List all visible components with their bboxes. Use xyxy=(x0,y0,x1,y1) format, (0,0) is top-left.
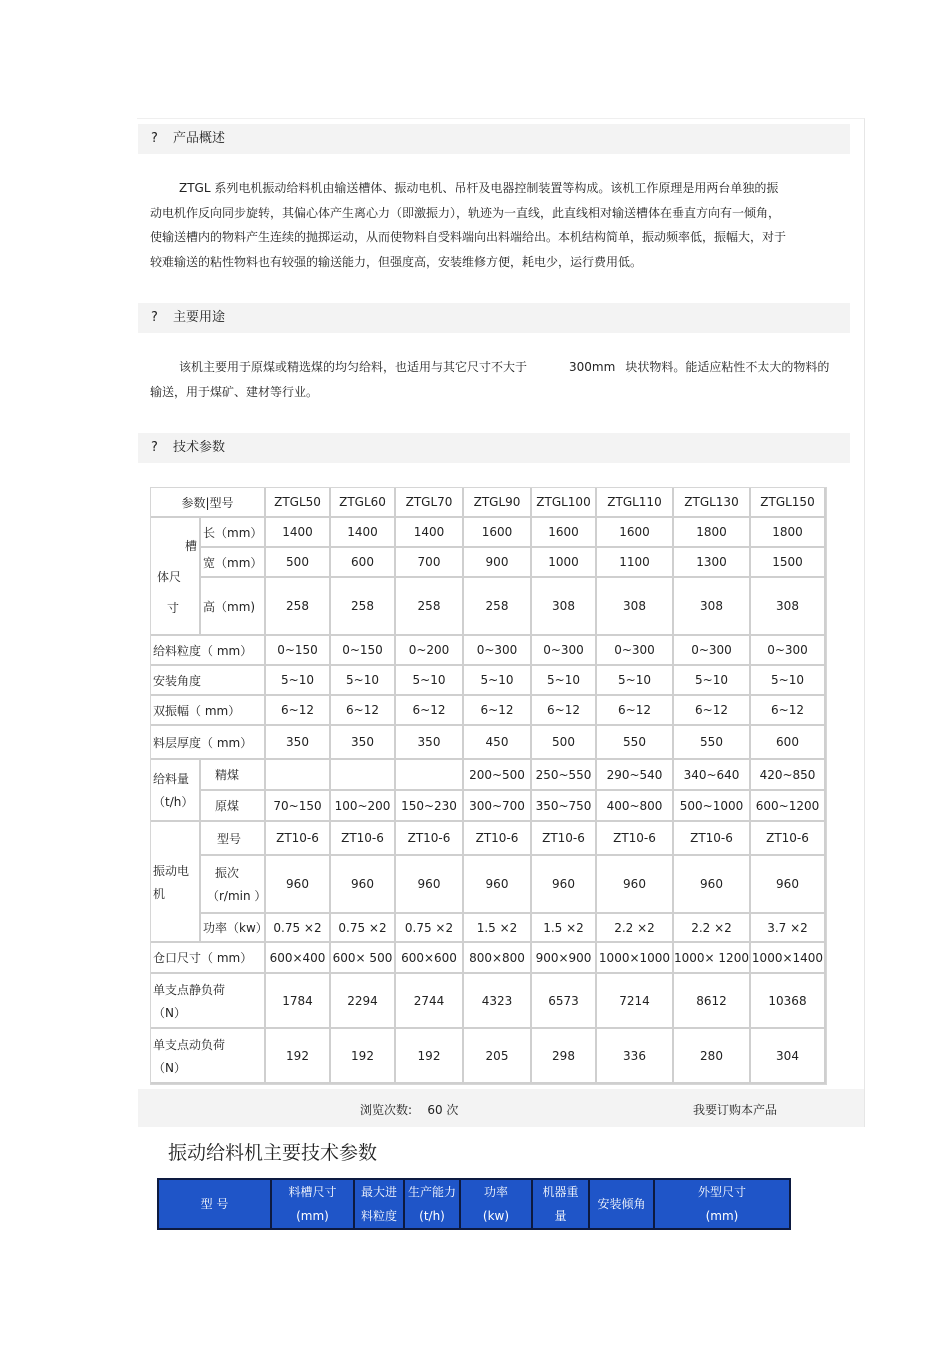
table-cell: 900 xyxy=(464,548,532,578)
header-text: (mm) xyxy=(296,1209,329,1223)
table-cell: ZT10-6 xyxy=(532,822,597,856)
table-cell: 0~150 xyxy=(266,636,331,666)
model-cell: ZTGL90 xyxy=(464,488,532,518)
table-row xyxy=(151,518,826,548)
feed-group-label xyxy=(151,760,201,822)
table-cell: 6~12 xyxy=(751,696,826,726)
table-cell: 336 xyxy=(597,1029,674,1084)
table-cell: 0~200 xyxy=(396,636,464,666)
row-label xyxy=(151,974,266,1029)
table-cell: 350 xyxy=(331,726,396,760)
table-cell: 5~10 xyxy=(464,666,532,696)
table-row xyxy=(151,666,826,696)
label-text: 体尺 xyxy=(157,569,182,584)
table-row xyxy=(151,914,826,943)
table-cell: 5~10 xyxy=(396,666,464,696)
section-heading: 振动给料机主要技术参数 xyxy=(168,1142,378,1164)
table-cell: 250~550 xyxy=(532,760,597,791)
row-label: 长（mm） xyxy=(201,518,266,548)
table-cell: ZT10-6 xyxy=(597,822,674,856)
row-label: 仓口尺寸（ mm） xyxy=(151,943,266,974)
row-label: 功率（kw） xyxy=(201,914,266,943)
bullet-icon: ? xyxy=(151,131,158,146)
table-cell: ZT10-6 xyxy=(751,822,826,856)
label-text: （t/h） xyxy=(153,795,194,809)
row-label: 给料粒度（ mm） xyxy=(151,636,266,666)
header-text: 料槽尺寸 xyxy=(288,1185,337,1199)
table-row xyxy=(151,760,826,791)
header-cell xyxy=(354,1179,404,1229)
model-cell: ZTGL70 xyxy=(396,488,464,518)
table-cell: 1400 xyxy=(331,518,396,548)
table-cell: 0.75 ×2 xyxy=(331,914,396,943)
table-cell: 960 xyxy=(396,856,464,914)
trough-group-label xyxy=(151,518,201,636)
table-cell: 550 xyxy=(597,726,674,760)
table-cell: 960 xyxy=(464,856,532,914)
table-cell: 4323 xyxy=(464,974,532,1029)
table-cell: 550 xyxy=(674,726,751,760)
params-table xyxy=(157,1178,791,1230)
table-cell: 6~12 xyxy=(532,696,597,726)
table-cell: 258 xyxy=(464,578,532,636)
table-cell: 150~230 xyxy=(396,791,464,822)
section-title: 主要用途 xyxy=(173,310,226,325)
section-header-usage xyxy=(138,303,850,333)
table-cell: 298 xyxy=(532,1029,597,1084)
header-text: 机器重 xyxy=(542,1185,579,1199)
table-cell: 258 xyxy=(396,578,464,636)
model-cell: ZTGL100 xyxy=(532,488,597,518)
table-cell: 8612 xyxy=(674,974,751,1029)
table-cell: 960 xyxy=(331,856,396,914)
table-cell: 600 xyxy=(751,726,826,760)
table-cell: 600×400 xyxy=(266,943,331,974)
view-count xyxy=(360,1101,458,1118)
table-row xyxy=(151,636,826,666)
header-cell xyxy=(532,1179,589,1229)
table-cell: 192 xyxy=(396,1029,464,1084)
order-link[interactable]: 我要订购本产品 xyxy=(693,1103,778,1117)
table-cell: 0.75 ×2 xyxy=(396,914,464,943)
table-cell: 5~10 xyxy=(674,666,751,696)
header-cell: 参数|型号 xyxy=(151,488,266,518)
table-cell: 960 xyxy=(266,856,331,914)
table-cell: 100~200 xyxy=(331,791,396,822)
table-cell: 6~12 xyxy=(464,696,532,726)
label-text: （N） xyxy=(153,1060,186,1075)
label-text: 单支点动负荷 xyxy=(153,1037,226,1052)
table-cell: 7214 xyxy=(597,974,674,1029)
row-label: 原煤 xyxy=(201,791,266,822)
row-label: 型号 xyxy=(201,822,266,856)
header-text: 生产能力 xyxy=(407,1185,456,1199)
table-cell: 6573 xyxy=(532,974,597,1029)
table-row xyxy=(151,791,826,822)
model-cell: ZTGL50 xyxy=(266,488,331,518)
table-cell: 304 xyxy=(751,1029,826,1084)
table-cell: 900×900 xyxy=(532,943,597,974)
table-cell: 5~10 xyxy=(532,666,597,696)
row-label: 安装角度 xyxy=(151,666,266,696)
header-cell xyxy=(158,1179,271,1229)
label-text: 给料量 xyxy=(153,772,190,786)
table-cell: 1400 xyxy=(396,518,464,548)
row-label: 宽（mm） xyxy=(201,548,266,578)
table-cell: 0~300 xyxy=(532,636,597,666)
table-cell: 1100 xyxy=(597,548,674,578)
view-count-label: 浏览次数: xyxy=(360,1103,413,1117)
table-cell: 6~12 xyxy=(674,696,751,726)
table-cell: 0~300 xyxy=(464,636,532,666)
table-cell: 6~12 xyxy=(396,696,464,726)
table-cell: 1000×1000 xyxy=(597,943,674,974)
bullet-icon: ? xyxy=(151,440,158,455)
table-cell: 205 xyxy=(464,1029,532,1084)
table-cell: 600×600 xyxy=(396,943,464,974)
row-label xyxy=(151,1029,266,1084)
table-cell: 450 xyxy=(464,726,532,760)
table-cell: 0~300 xyxy=(674,636,751,666)
table-cell: 1400 xyxy=(266,518,331,548)
section-header-params xyxy=(138,433,850,463)
row-label: 料层厚度（ mm） xyxy=(151,726,266,760)
table-cell: 1300 xyxy=(674,548,751,578)
table-cell: 258 xyxy=(331,578,396,636)
table-cell: 960 xyxy=(532,856,597,914)
header-text: (kw) xyxy=(482,1209,510,1223)
table-cell: 1.5 ×2 xyxy=(464,914,532,943)
table-cell: 800×800 xyxy=(464,943,532,974)
row-label xyxy=(201,856,266,914)
header-text: (t/h) xyxy=(419,1209,445,1223)
table-cell: 350 xyxy=(396,726,464,760)
section-title: 产品概述 xyxy=(173,131,226,146)
table-cell: 280 xyxy=(674,1029,751,1084)
table-cell: 1000× 1200 xyxy=(674,943,751,974)
table-row xyxy=(151,726,826,760)
table-row xyxy=(151,578,826,636)
table-cell: 0~300 xyxy=(597,636,674,666)
table-cell: 600~1200 xyxy=(751,791,826,822)
table-cell xyxy=(266,760,331,791)
table-cell: 308 xyxy=(674,578,751,636)
table-cell: 960 xyxy=(597,856,674,914)
table-cell: 5~10 xyxy=(597,666,674,696)
table-cell: 350~750 xyxy=(532,791,597,822)
table-cell: 308 xyxy=(532,578,597,636)
table-cell: 1800 xyxy=(674,518,751,548)
label-text: （N） xyxy=(153,1005,186,1020)
table-cell: 6~12 xyxy=(597,696,674,726)
table-header-row xyxy=(158,1179,790,1229)
table-cell: 5~10 xyxy=(331,666,396,696)
motor-group-label xyxy=(151,822,201,943)
model-cell: ZTGL110 xyxy=(597,488,674,518)
table-cell: 2.2 ×2 xyxy=(597,914,674,943)
view-count-value: 60 次 xyxy=(427,1103,459,1117)
table-cell: 350 xyxy=(266,726,331,760)
table-cell: 600 xyxy=(331,548,396,578)
table-cell: 0~150 xyxy=(331,636,396,666)
row-label: 高（mm) xyxy=(201,578,266,636)
table-cell: 6~12 xyxy=(266,696,331,726)
table-row xyxy=(151,822,826,856)
label-text: 单支点静负荷 xyxy=(153,982,226,997)
header-cell xyxy=(271,1179,354,1229)
header-text: 型 号 xyxy=(200,1197,229,1211)
table-cell: 6~12 xyxy=(331,696,396,726)
model-cell: ZTGL60 xyxy=(331,488,396,518)
table-cell xyxy=(331,760,396,791)
table-cell: 5~10 xyxy=(266,666,331,696)
usage-text-2: 块状物料。能适应粘性不太大的物料的输送，用于煤矿、建材等行业。 xyxy=(150,360,830,399)
header-text: 安装倾角 xyxy=(597,1197,646,1211)
table-row xyxy=(151,696,826,726)
table-row xyxy=(151,974,826,1029)
bullet-icon: ? xyxy=(151,310,158,325)
table-cell: 0~300 xyxy=(751,636,826,666)
header-text: 外型尺寸 xyxy=(697,1185,746,1199)
table-cell: 200~500 xyxy=(464,760,532,791)
header-cell xyxy=(654,1179,790,1229)
table-cell xyxy=(396,760,464,791)
table-cell: 308 xyxy=(751,578,826,636)
table-header-row xyxy=(151,488,826,518)
table-cell: 258 xyxy=(266,578,331,636)
label-text: 机 xyxy=(153,886,166,901)
label-text: 振次 xyxy=(215,866,240,880)
header-text: 最大进 xyxy=(360,1185,397,1199)
table-cell: 2744 xyxy=(396,974,464,1029)
table-cell: 960 xyxy=(751,856,826,914)
table-cell: 1500 xyxy=(751,548,826,578)
row-label: 精煤 xyxy=(201,760,266,791)
table-cell: 10368 xyxy=(751,974,826,1029)
table-cell: ZT10-6 xyxy=(674,822,751,856)
table-cell: 70~150 xyxy=(266,791,331,822)
table-cell: 2294 xyxy=(331,974,396,1029)
table-cell: 308 xyxy=(597,578,674,636)
table-cell: 420~850 xyxy=(751,760,826,791)
table-cell: 290~540 xyxy=(597,760,674,791)
label-text: （r/min ） xyxy=(207,889,267,903)
table-cell: 500 xyxy=(532,726,597,760)
header-text: 功率 xyxy=(483,1185,508,1199)
overview-paragraph: ZTGL 系列电机振动给料机由输送槽体、振动电机、吊杆及电器控制装置等构成。该机工作原理是用两台单独的振动电机作反向同步旋转，其偏心体产生离心力（即激振力），轨迹为一直线，此直线相对输送槽体在垂直方向有一倾角，使输送槽内的物料产生连续的抛掷运动，从而使物料自受料端向出料端给出。本机结构简单，振动频率低，振幅大，对于较难输送的粘性物料也有较强的输送能力，但强度高，安装维修方便，耗电少，运行费用低。 xyxy=(150,181,787,269)
label-text: 振动电 xyxy=(153,863,190,878)
table-cell: 960 xyxy=(674,856,751,914)
footer-bar xyxy=(138,1089,864,1127)
table-cell: 500~1000 xyxy=(674,791,751,822)
table-cell: 600× 500 xyxy=(331,943,396,974)
usage-size: 300mm xyxy=(569,360,616,374)
table-cell: ZT10-6 xyxy=(266,822,331,856)
table-cell: 3.7 ×2 xyxy=(751,914,826,943)
table-cell: 1784 xyxy=(266,974,331,1029)
table-cell: 400~800 xyxy=(597,791,674,822)
row-label: 双振幅（ mm） xyxy=(151,696,266,726)
table-cell: 192 xyxy=(266,1029,331,1084)
table-cell: 700 xyxy=(396,548,464,578)
header-text: 料粒度 xyxy=(360,1209,397,1223)
table-cell: 1000×1400 xyxy=(751,943,826,974)
section-title: 技术参数 xyxy=(173,440,226,455)
table-cell: 5~10 xyxy=(751,666,826,696)
header-cell xyxy=(404,1179,460,1229)
table-cell: 1600 xyxy=(532,518,597,548)
table-row xyxy=(151,943,826,974)
table-cell: 1600 xyxy=(464,518,532,548)
label-text: 槽 xyxy=(184,538,197,553)
table-cell: 1600 xyxy=(597,518,674,548)
header-cell xyxy=(589,1179,654,1229)
table-cell: 1.5 ×2 xyxy=(532,914,597,943)
table-cell: 1800 xyxy=(751,518,826,548)
table-cell: 500 xyxy=(266,548,331,578)
label-text: 寸 xyxy=(167,600,180,615)
table-cell: ZT10-6 xyxy=(331,822,396,856)
table-row xyxy=(151,548,826,578)
table-cell: 2.2 ×2 xyxy=(674,914,751,943)
table-cell: 192 xyxy=(331,1029,396,1084)
spec-table xyxy=(150,487,827,1085)
table-row xyxy=(151,856,826,914)
table-cell: 0.75 ×2 xyxy=(266,914,331,943)
model-cell: ZTGL150 xyxy=(751,488,826,518)
usage-text-1: 该机主要用于原煤或精选煤的均匀给料，也适用与其它尺寸不大于 xyxy=(179,360,528,374)
header-cell xyxy=(460,1179,532,1229)
header-text: 量 xyxy=(554,1209,567,1223)
table-cell: ZT10-6 xyxy=(396,822,464,856)
header-text: (mm) xyxy=(705,1209,739,1223)
usage-paragraph xyxy=(150,355,840,405)
table-row xyxy=(151,1029,826,1084)
table-cell: ZT10-6 xyxy=(464,822,532,856)
table-cell: 1000 xyxy=(532,548,597,578)
section-header-overview xyxy=(138,124,850,154)
model-cell: ZTGL130 xyxy=(674,488,751,518)
table-cell: 340~640 xyxy=(674,760,751,791)
table-cell: 300~700 xyxy=(464,791,532,822)
